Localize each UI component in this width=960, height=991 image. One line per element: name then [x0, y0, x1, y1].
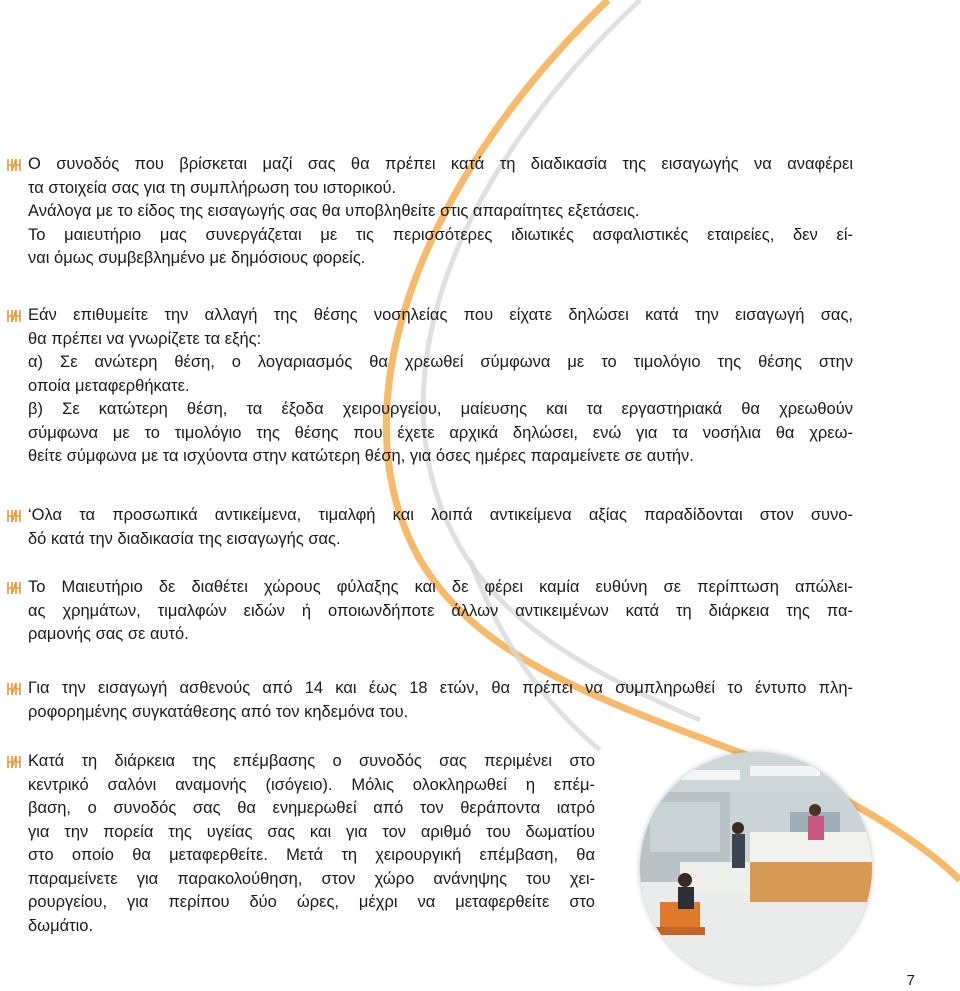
text-line: Το Μαιευτήριο δε διαθέτει χώρους φύλαξης και δε φέρει καμία ευθύνη σε περίπτωση απώλει-: [28, 578, 853, 596]
text-line: δό κατά την διαδικασία της εισαγωγής σας.: [28, 529, 341, 548]
lobby-photo: [640, 752, 872, 984]
paragraph-room-change: [28, 304, 853, 469]
lobby-illustration: [640, 752, 872, 984]
paragraph-surgery-waiting: [28, 750, 595, 938]
text-line: Κατά τη διάρκεια της επέμβασης ο συνοδός σας περιμένει στο: [28, 752, 595, 770]
text-line: Ο συνοδός που βρίσκεται μαζί σας θα πρέπει κατά τη διαδικασία της εισαγωγής να αναφέρει: [28, 155, 853, 173]
text-line: Για την εισαγωγή ασθενούς από 14 και έως 18 ετών, θα πρέπει να συμπληρωθεί το έντυπο πλη-: [28, 679, 853, 697]
text-line: τα στοιχεία σας για τη συμπλήρωση του ιστορικού.: [28, 178, 397, 197]
text-line: οποία μεταφερθήκατε.: [28, 376, 190, 395]
text-line: α) Σε ανώτερη θέση, ο λογαριασμός θα χρεωθεί σύμφωνα με το τιμολόγιο της θέσης στην: [28, 353, 853, 371]
text-line: για την πορεία της υγείας σας και για τον αριθμό του δωματίου: [28, 822, 595, 841]
text-line: βαση, ο συνοδός σας θα ενημερωθεί από τον θεράποντα ιατρό: [28, 799, 595, 817]
bullet-icon: [6, 508, 22, 524]
text-line: Εάν επιθυμείτε την αλλαγή της θέσης νοσηλείας που είχατε δηλώσει κατά την εισαγωγή σας,: [28, 306, 853, 324]
text-line: ροφορημένης συγκατάθεσης από τον κηδεμόνα του.: [28, 702, 409, 721]
text-line: κεντρικό σαλόνι αναμονής (ισόγειο). Μόλις ολοκληρωθεί η επέμ-: [28, 775, 595, 794]
text-line: σύμφωνα με το τιμολόγιο της θέσης που έχετε αρχικά δηλώσει, ενώ για τα νοσήλια θα χρεω-: [28, 423, 853, 442]
text-line: παραμείνετε για παρακολούθηση, στον χώρο ανάνηψης του χει-: [28, 869, 595, 888]
bullet-icon: [6, 580, 22, 596]
text-line: ραμονής σας σε αυτό.: [28, 625, 189, 643]
text-line: θείτε σύμφωνα με τα ισχύοντα στην κατώτερη θέση, για όσες ημέρες παραμείνετε σε αυτήν.: [28, 447, 694, 465]
bullet-icon: [6, 754, 22, 770]
paragraph-minors-consent: [28, 677, 853, 724]
text-line: ‘Ολα τα προσωπικά αντικείμενα, τιμαλφή και λοιπά αντικείμενα αξίας παραδίδονται στον συνο-: [28, 506, 853, 524]
text-line: στο οποίο θα μεταφερθείτε. Μετά τη χειρουργική επέμβαση, θα: [28, 846, 595, 864]
text-line: ας χρημάτων, τιμαλφών ειδών ή οποιωνδήποτε άλλων αντικειμένων κατά τη διάρκεια της πα-: [28, 601, 853, 620]
bullet-icon: [6, 157, 22, 173]
paragraph-companion-info: [28, 153, 853, 271]
text-line: δωμάτιο.: [28, 916, 94, 935]
paragraph-valuables: [28, 504, 853, 551]
text-line: ρουργείου, για περίπου δύο ώρες, μέχρι να μεταφερθείτε στο: [28, 893, 595, 911]
text-line: β) Σε κατώτερη θέση, τα έξοδα χειρουργείου, μαίευσης και τα εργαστηριακά θα χρεωθούν: [28, 400, 853, 418]
text-line: θα πρέπει να γνωρίζετε τα εξής:: [28, 329, 262, 348]
text-line: Ανάλογα με το είδος της εισαγωγής σας θα υποβληθείτε στις απαραίτητες εξετάσεις.: [28, 202, 640, 220]
text-line: ναι όμως συμβεβλημένο με δημόσιους φορείς.: [28, 249, 366, 267]
page-number: 7: [906, 972, 915, 989]
bullet-icon: [6, 308, 22, 324]
bullet-icon: [6, 681, 22, 697]
text-line: Το μαιευτήριο μας συνεργάζεται με τις περισσότερες ιδιωτικές ασφαλιστικές εταιρείες, δεν εί-: [28, 225, 853, 244]
paragraph-no-storage: [28, 576, 853, 647]
